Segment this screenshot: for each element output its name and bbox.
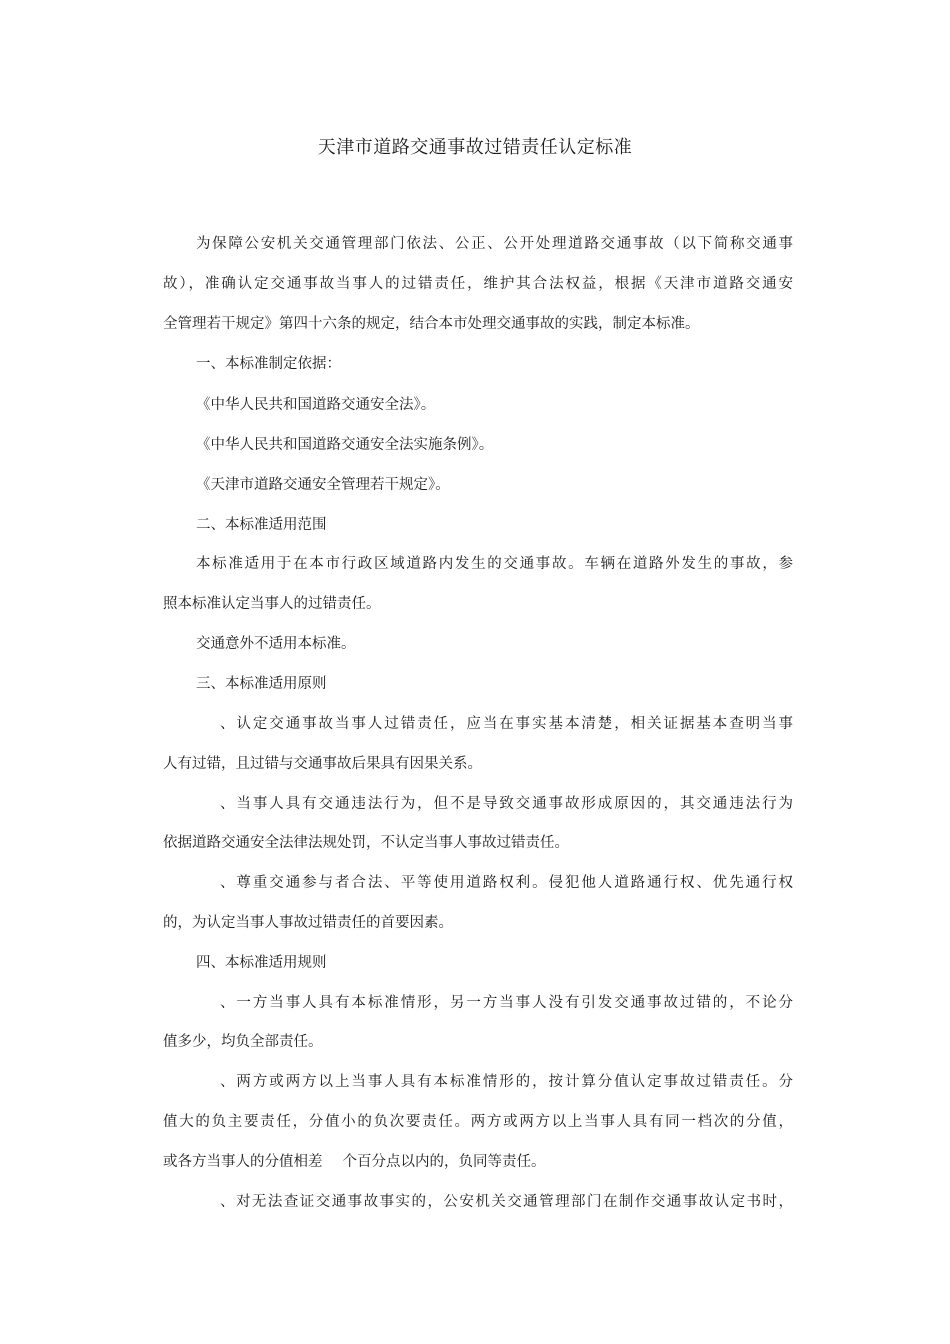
principle-2-line-2: 依据道路交通安全法律法规处罚，不认定当事人事故过错责任。 [163,835,569,851]
law-item-2: 《中华人民共和国道路交通安全法实施条例》。 [196,437,494,453]
rule-1-line-1: 、一方当事人具有本标准情形，另一方当事人没有引发交通事故过错的，不论分 [220,995,793,1011]
document-title: 天津市道路交通事故过错责任认定标准 [317,137,633,158]
law-item-3: 《天津市道路交通安全管理若干规定》。 [196,477,450,493]
rule-2-line-1: 、两方或两方以上当事人具有本标准情形的，按计算分值认定事故过错责任。分 [220,1074,793,1090]
rule-3-line-1: 、对无法查证交通事故事实的，公安机关交通管理部门在制作交通事故认定书时， [220,1194,793,1210]
intro-line-1: 为保障公安机关交通管理部门依法、公正、公开处理道路交通事故（以下简称交通事 [196,236,793,252]
principle-3-line-1: 、尊重交通参与者合法、平等使用道路权利。侵犯他人道路通行权、优先通行权 [220,875,793,891]
law-item-1: 《中华人民共和国道路交通安全法》。 [196,397,436,413]
scope-exclusion: 交通意外不适用本标准。 [196,636,356,652]
rule-1-line-2: 值多少，均负全部责任。 [163,1034,323,1050]
rule-2-line-3-part-a: 或各方当事人的分值相差 [163,1154,323,1170]
principle-2-line-1: 、当事人具有交通违法行为，但不是导致交通事故形成原因的，其交通违法行为 [220,796,793,812]
section-4-heading: 四、本标准适用规则 [196,955,327,971]
principle-1-line-2: 人有过错，且过错与交通事故后果具有因果关系。 [163,756,482,772]
section-2-heading: 二、本标准适用范围 [196,517,327,533]
section-3-heading: 三、本标准适用原则 [196,676,327,692]
principle-3-line-2: 的，为认定当事人事故过错责任的首要因素。 [163,915,453,931]
intro-line-3: 全管理若干规定》第四十六条的规定，结合本市处理交通事故的实践，制定本标准。 [163,316,700,332]
rule-2-line-3-part-b: 个百分点以内的，负同等责任。 [342,1154,546,1170]
section-1-heading: 一、本标准制定依据： [196,356,341,372]
scope-line-2: 照本标准认定当事人的过错责任。 [163,596,381,612]
intro-line-2: 故），准确认定交通事故当事人的过错责任，维护其合法权益，根据《天津市道路交通安 [163,276,793,292]
principle-1-line-1: 、认定交通事故当事人过错责任，应当在事实基本清楚，相关证据基本查明当事 [220,716,793,732]
rule-2-line-2: 值大的负主要责任，分值小的负次要责任。两方或两方以上当事人具有同一档次的分值， [163,1114,793,1130]
rule-2-line-3 [163,1152,793,1172]
scope-line-1: 本标准适用于在本市行政区域道路内发生的交通事故。车辆在道路外发生的事故，参 [196,556,793,572]
